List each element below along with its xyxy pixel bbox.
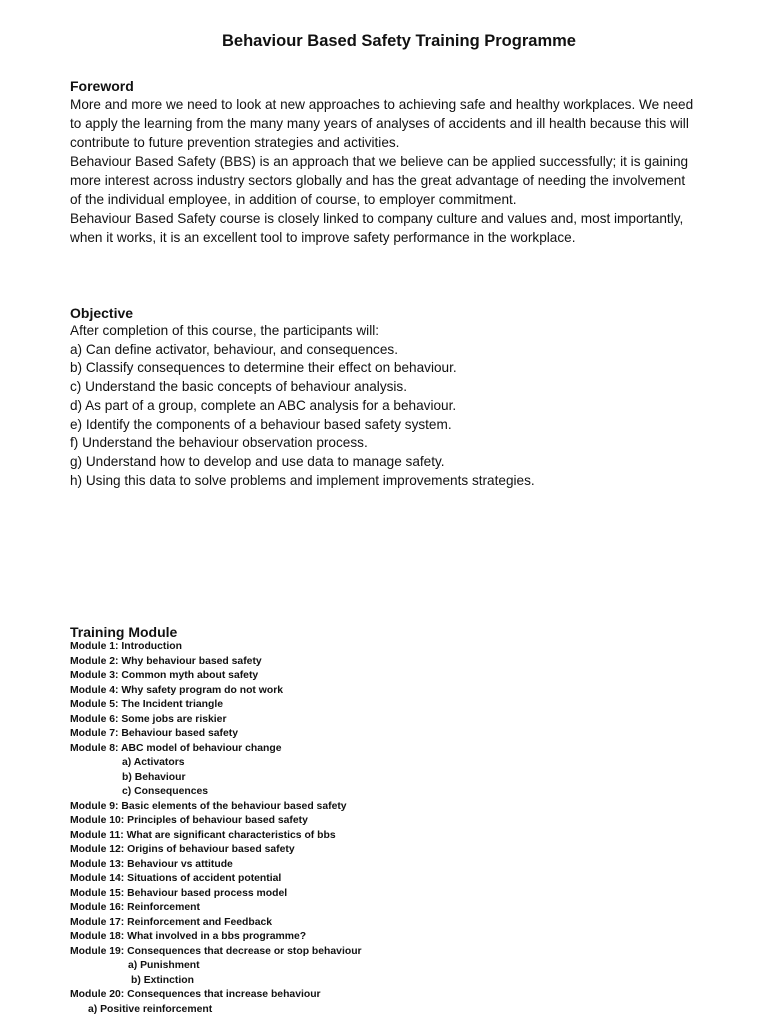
module-item: Module 14: Situations of accident potential [70,873,282,884]
objective-item: c) Understand the basic concepts of behaviour analysis. [70,379,408,395]
module-subitem: c) Consequences [122,786,209,797]
objective-item: b) Classify consequences to determine their effect on behaviour. [70,360,457,376]
foreword-paragraph-2: Behaviour Based Safety (BBS) is an approach that we believe can be applied successfully; it is gaining more interest across industry sectors globally and has the great advantage of needing the involvement of the individual employee, in addition of course, to employer commitment. [70,154,689,207]
module-item: Module 2: Why behaviour based safety [70,655,262,667]
objective-intro: After completion of this course, the participants will: [70,323,380,338]
module-item: Module 7: Behaviour based safety [70,728,239,739]
module-item: Module 11: What are significant characteristics of bbs [70,829,336,841]
training-module-section [70,624,700,1017]
module-item: Module 12: Origins of behaviour based safety [70,844,295,855]
module-item: Module 17: Reinforcement and Feedback [70,916,273,928]
module-item: Module 13: Behaviour vs attitude [70,858,233,870]
module-item: Module 19: Consequences that decrease or stop behaviour [70,945,362,957]
module-item: Module 6: Some jobs are riskier [70,713,227,725]
objective-item: e) Identify the components of a behaviour based safety system. [70,416,452,432]
module-item: Module 5: The Incident triangle [70,699,223,710]
module-subitem: b) Behaviour [122,771,186,783]
module-subitem: a) Punishment [128,960,200,971]
module-item: Module 20: Consequences that increase behaviour [70,989,321,1000]
training-module-heading: Training Module [70,624,178,640]
objective-heading: Objective [70,305,134,321]
objective-item: g) Understand how to develop and use data to manage safety. [70,453,445,469]
document-title: Behaviour Based Safety Training Programme [222,32,576,50]
objective-item: d) As part of a group, complete an ABC analysis for a behaviour. [70,397,457,413]
module-item: Module 18: What involved in a bbs programme? [70,931,307,942]
objective-item: f) Understand the behaviour observation process. [70,435,368,451]
module-item: Module 4: Why safety program do not work [70,684,284,696]
module-item: Module 9: Basic elements of the behaviour based safety [70,800,347,812]
objective-item: h) Using this data to solve problems and implement improvements strategies. [70,472,535,488]
module-item: Module 16: Reinforcement [70,902,200,913]
foreword-section [70,77,700,247]
foreword-paragraph-1: More and more we need to look at new approaches to achieving safe and healthy workplaces. We need to apply the learning from the many many years of analyses of accidents and ill health because this will contribute to future prevention strategies and activities. [70,97,694,150]
module-subitem: a) Activators [122,757,185,768]
module-item: Module 15: Behaviour based process model [70,887,288,899]
module-item: Module 8: ABC model of behaviour change [70,742,282,754]
module-subitem: b) Extinction [131,974,194,986]
module-item: Module 1: Introduction [70,641,182,652]
foreword-heading: Foreword [70,78,134,94]
module-item: Module 3: Common myth about safety [70,670,259,681]
foreword-paragraph-3: Behaviour Based Safety course is closely linked to company culture and values and, most importantly, when it works, it is an excellent tool to improve safety performance in the workplace. [70,211,684,245]
objective-item: a) Can define activator, behaviour, and consequences. [70,341,398,357]
module-item: Module 10: Principles of behaviour based safety [70,815,308,826]
module-subitem: a) Positive reinforcement [88,1003,213,1015]
objective-section [70,304,700,490]
